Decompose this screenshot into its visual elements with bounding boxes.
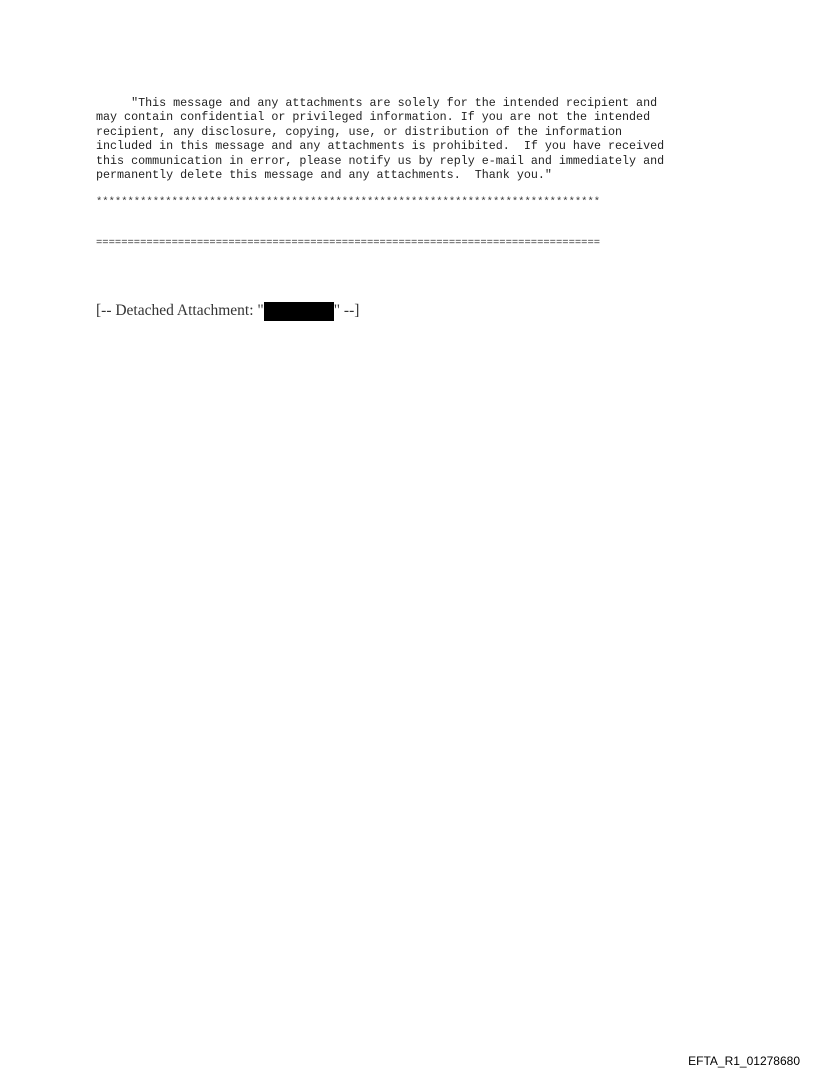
detached-attachment-line bbox=[96, 301, 359, 321]
attachment-prefix: [-- Detached Attachment: " bbox=[96, 302, 264, 319]
attachment-suffix: " --] bbox=[333, 302, 360, 319]
redaction-block bbox=[264, 302, 334, 321]
bates-number: EFTA_R1_01278680 bbox=[688, 1054, 800, 1068]
asterisk-separator: ******************************************************************************** bbox=[96, 196, 601, 208]
confidentiality-disclaimer: "This message and any attachments are solely for the intended recipient and may contain confidential or privileged information. If you are not the intended recipient, any disclosure, copying, use, or distribution of the information included in this message and any attachments is prohibited. If you have received this communication in error, please notify us by reply e-mail and immediately and permanently delete this message and any attachments. Thank you." bbox=[96, 96, 665, 183]
equals-separator: ================================================================================ bbox=[96, 237, 601, 249]
